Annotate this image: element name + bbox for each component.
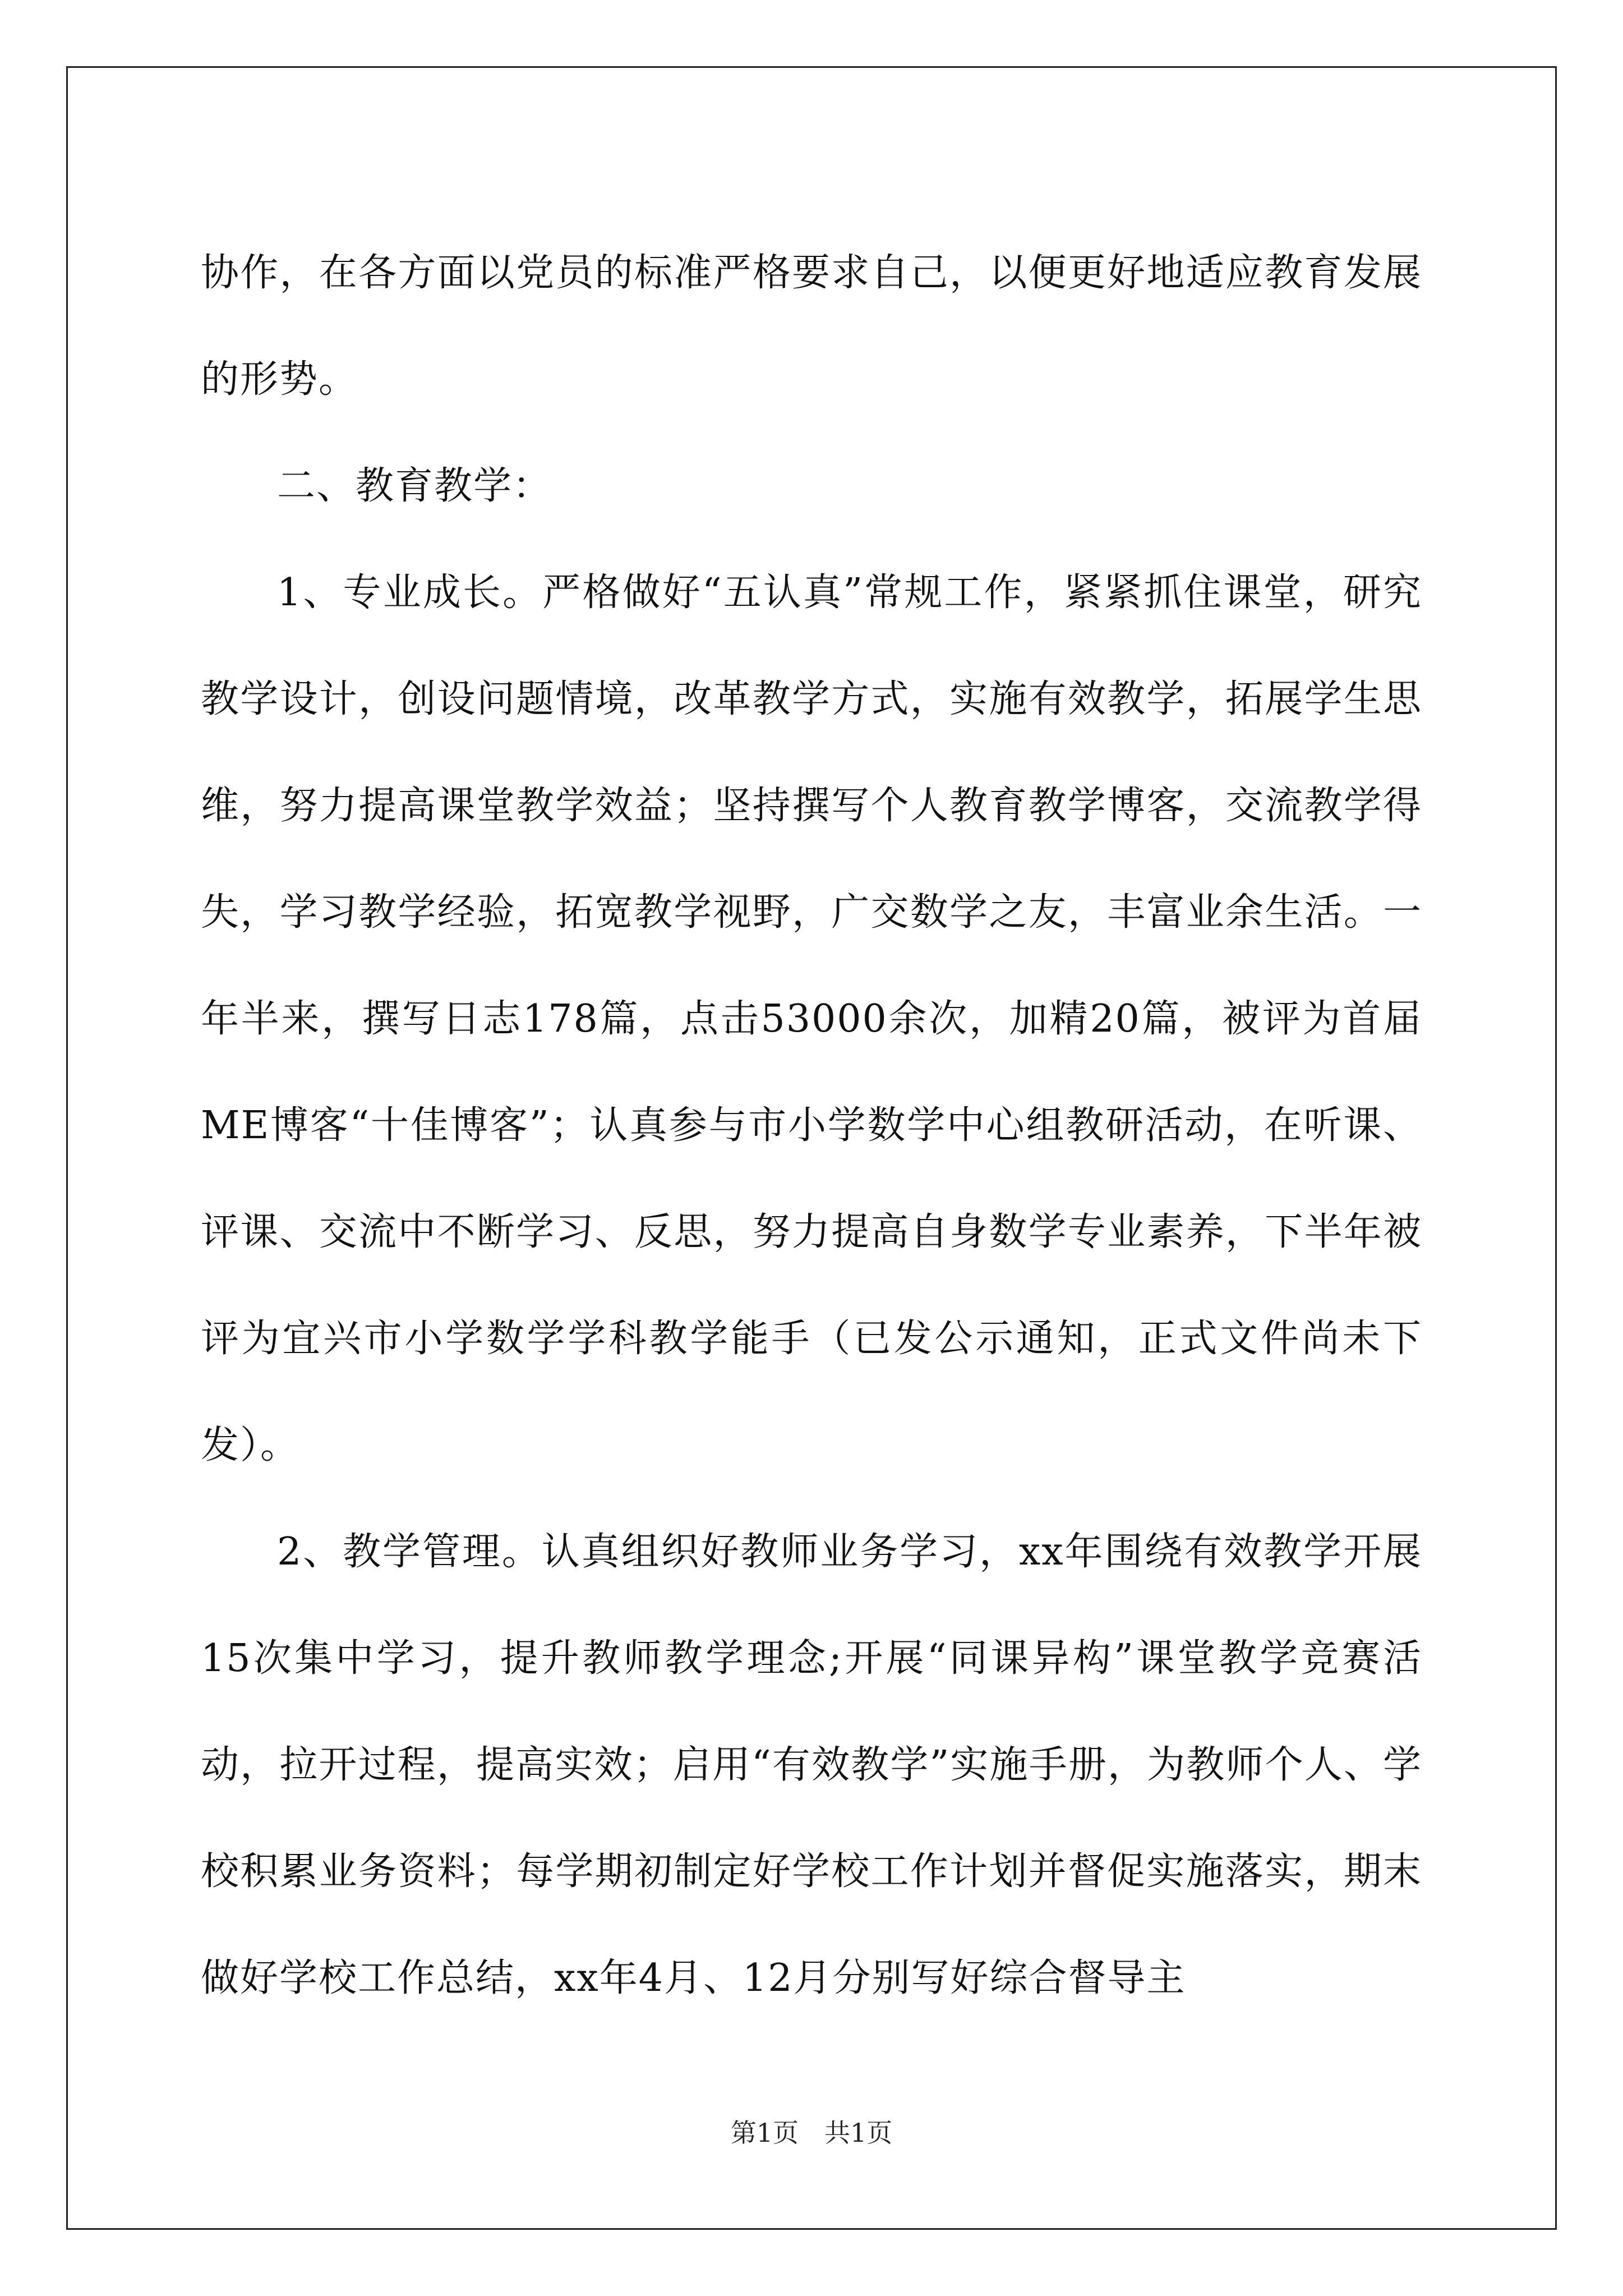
page-footer: 第1页 共1页 — [730, 2118, 893, 2148]
section-heading: 二、教育教学： — [277, 464, 552, 508]
document-body — [201, 220, 1422, 2032]
paragraph-intro: 协作，在各方面以党员的标准严格要求自己，以便更好地适应教育发展的形势。 — [201, 251, 1422, 402]
paragraph-professional-growth: 1、专业成长。严格做好“五认真”常规工作，紧紧抓住课堂，研究教学设计，创设问题情境，改革教学方式，实施有效教学，拓展学生思维，努力提高课堂教学效益；坚持撰写个人教育教学博客，交流教学得失，学习教学经验，拓宽教学视野，广交数学之友，丰富业余生活。一年半来，撰写日志178篇，点击53000余次，加精20篇，被评为首届ME博客“十佳博客”；认真参与市小学数学中心组教研活动，在听课、评课、交流中不断学习、反思，努力提高自身数学专业素养，下半年被评为宜兴市小学数学学科教学能手（已发公示通知，正式文件尚未下发）。 — [201, 570, 1422, 1467]
paragraph-teaching-management: 2、教学管理。认真组织好教师业务学习，xx年围绕有效教学开展15次集中学习，提升教师教学理念;开展“同课异构”课堂教学竞赛活动，拉开过程，提高实效；启用“有效教学”实施手册，为教师个人、学校积累业务资料；每学期初制定好学校工作计划并督促实施落实，期末做好学校工作总结，xx年4月、12月分别写好综合督导主 — [201, 1530, 1422, 2000]
